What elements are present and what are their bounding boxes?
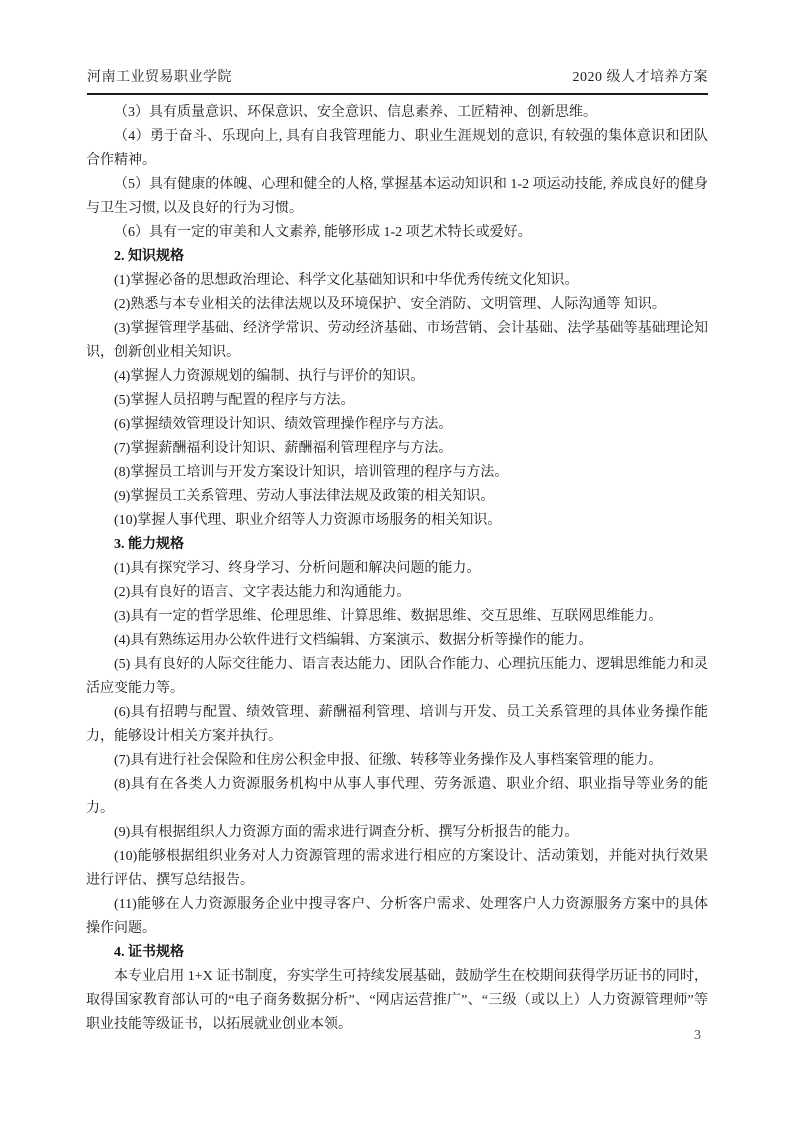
document-body — [86, 101, 708, 1037]
paragraph-item: (3)具有一定的哲学思维、伦理思维、计算思维、数据思维、交互思维、互联网思维能力。 — [114, 609, 663, 624]
paragraph-item: （5）具有健康的体魄、心理和健全的人格, 掌握基本运动知识和 1-2 项运动技能, 养成良好的健身与卫生习惯, 以及良好的行为习惯。 — [86, 177, 708, 216]
paragraph-item: (5)掌握人员招聘与配置的程序与方法。 — [114, 393, 355, 408]
paragraph-item: (4)掌握人力资源规划的编制、执行与评价的知识。 — [114, 369, 425, 384]
paragraph-item: (6)具有招聘与配置、绩效管理、薪酬福利管理、培训与开发、员工关系管理的具体业务操作能力，能够设计相关方案并执行。 — [86, 705, 708, 744]
paragraph-item: (7)具有进行社会保险和住房公积金申报、征缴、转移等业务操作及人事档案管理的能力。 — [114, 753, 663, 768]
paragraph-item: （6）具有一定的审美和人文素养, 能够形成 1-2 项艺术特长或爱好。 — [114, 225, 532, 240]
running-header — [87, 66, 708, 95]
page-number: 3 — [694, 1028, 701, 1043]
paragraph-item: (7)掌握薪酬福利设计知识、薪酬福利管理程序与方法。 — [114, 441, 453, 456]
header-plan-title: 2020 级人才培养方案 — [572, 70, 708, 85]
paragraph-item: (10)掌握人事代理、职业介绍等人力资源市场服务的相关知识。 — [114, 513, 502, 528]
section-heading-knowledge: 2. 知识规格 — [114, 249, 184, 264]
paragraph-item: （3）具有质量意识、环保意识、安全意识、信息素养、工匠精神、创新思维。 — [114, 105, 597, 120]
paragraph-item: (1)具有探究学习、终身学习、分析问题和解决问题的能力。 — [114, 561, 481, 576]
paragraph-item: （4）勇于奋斗、乐现向上, 具有自我管理能力、职业生涯规划的意识, 有较强的集体意识和团队合作精神。 — [86, 129, 708, 168]
paragraph-item: (2)具有良好的语言、文字表达能力和沟通能力。 — [114, 585, 411, 600]
paragraph-item: (2)熟悉与本专业相关的法律法规以及环境保护、安全消防、文明管理、人际沟通等 知识。 — [114, 297, 666, 312]
paragraph-item: (8)具有在各类人力资源服务机构中从事人事代理、劳务派遣、职业介绍、职业指导等业务的能力。 — [86, 777, 708, 816]
paragraph-item: (1)掌握必备的思想政治理论、科学文化基础知识和中华优秀传统文化知识。 — [114, 273, 579, 288]
section-heading-ability: 3. 能力规格 — [114, 537, 184, 552]
paragraph-item: (8)掌握员工培训与开发方案设计知识，培训管理的程序与方法。 — [114, 465, 509, 480]
paragraph-item: (9)掌握员工关系管理、劳动人事法律法规及政策的相关知识。 — [114, 489, 495, 504]
paragraph-item: (9)具有根据组织人力资源方面的需求进行调查分析、撰写分析报告的能力。 — [114, 825, 579, 840]
section-heading-certificate: 4. 证书规格 — [114, 945, 184, 960]
header-school-name: 河南工业贸易职业学院 — [87, 70, 232, 85]
paragraph-item: (5) 具有良好的人际交往能力、语言表达能力、团队合作能力、心理抗压能力、逻辑思维能力和灵活应变能力等。 — [86, 657, 708, 696]
paragraph-item: 本专业启用 1+X 证书制度，夯实学生可持续发展基础，鼓励学生在校期间获得学历证书的同时，取得国家教育部认可的“电子商务数据分析”、“网店运营推广”、“三级（或以上）人力资源管理师”等职业技能等级证书，以拓展就业创业本领。 — [86, 969, 708, 1032]
paragraph-item: (10)能够根据组织业务对人力资源管理的需求进行相应的方案设计、活动策划，并能对执行效果进行评估、撰写总结报告。 — [86, 849, 708, 888]
paragraph-item: (6)掌握绩效管理设计知识、绩效管理操作程序与方法。 — [114, 417, 453, 432]
paragraph-item: (3)掌握管理学基础、经济学常识、劳动经济基础、市场营销、会计基础、法学基础等基础理论知识，创新创业相关知识。 — [86, 321, 708, 360]
paragraph-item: (4)具有熟练运用办公软件进行文档编辑、方案演示、数据分析等操作的能力。 — [114, 633, 593, 648]
paragraph-item: (11)能够在人力资源服务企业中搜寻客户、分析客户需求、处理客户人力资源服务方案中的具体操作问题。 — [86, 897, 708, 936]
